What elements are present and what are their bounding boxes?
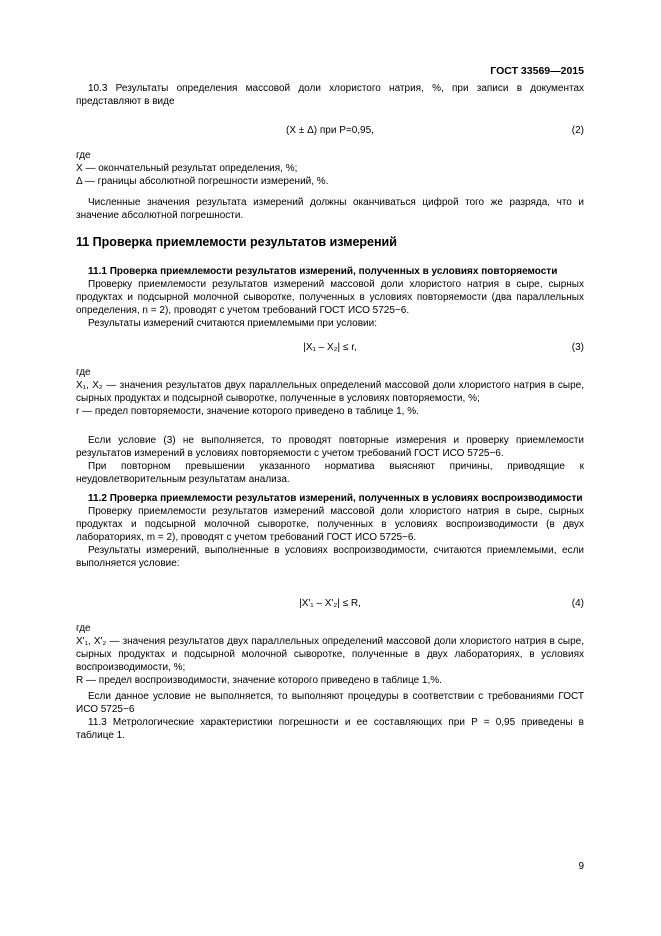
section-11-3: 11.3 Метрологические характеристики погрешности и ее составляющих при P = 0,95 приведены в таблице 1. xyxy=(76,717,584,741)
formula-4-definitions xyxy=(76,622,584,687)
formula-3-number: (3) xyxy=(571,342,584,353)
section-11-1-condition: Результаты измерений считаются приемлемыми при условии: xyxy=(88,318,377,329)
formula-2 xyxy=(76,124,584,137)
formula-2-number: (2) xyxy=(571,125,584,136)
section-10-3-paragraph: 10.3 Результаты определения массовой доли хлористого натрия, %, при записи в документах представляют в виде xyxy=(76,83,584,107)
section-10-3-note: Численные значения результата измерений должны оканчиваться цифрой того же разряда, что и значение абсолютной погрешности. xyxy=(76,197,584,221)
gde-label: где xyxy=(76,367,91,378)
definition-R: R — предел воспроизводимости, значение которого приведено в таблице 1,%. xyxy=(76,675,442,686)
formula-3 xyxy=(76,341,584,354)
section-11-1 xyxy=(76,265,584,330)
formula-3-expr: |X₁ – X₂| ≤ r, xyxy=(303,342,357,353)
definition-xp1-xp2: X'₁, X'₂ — значения результатов двух параллельных определений массовой доли хлористого натрия в сыре, сырных продуктах и подсырной молочной сыворотке, полученные в двух лабораториях, в условиях воспроизводимости, %; xyxy=(76,636,584,673)
section-11-2-followup xyxy=(76,690,584,742)
gde-label: где xyxy=(76,623,91,634)
doc-header-id: ГОСТ 33569—2015 xyxy=(490,65,584,77)
gde-label: где xyxy=(76,150,91,161)
section-11-2-fail: Если данное условие не выполняется, то выполняют процедуры в соответствии с требованиями ГОСТ ИСО 5725−6 xyxy=(76,691,584,715)
definition-r: r — предел повторяемости, значение которого приведено в таблице 1, %. xyxy=(76,406,419,417)
section-11-1-followup xyxy=(76,434,584,486)
definition-x: X — окончательный результат определения, %; xyxy=(76,163,298,174)
formula-3-definitions xyxy=(76,366,584,418)
section-11-2 xyxy=(76,492,584,570)
formula-2-definitions xyxy=(76,149,584,188)
definition-delta: Δ — границы абсолютной погрешности измерений, %. xyxy=(76,176,329,187)
formula-4 xyxy=(76,597,584,610)
page-number: 9 xyxy=(578,861,584,872)
section-11-heading: 11 Проверка приемлемости результатов измерений xyxy=(76,235,397,249)
formula-4-number: (4) xyxy=(571,598,584,609)
section-11-1-fail: Если условие (3) не выполняется, то проводят повторные измерения и проверку приемлемости результатов измерений в условиях повторяемости с учетом требований ГОСТ ИСО 5725−6. xyxy=(76,435,584,459)
section-11-2-condition: Результаты измерений, выполненные в условиях воспроизводимости, считаются приемлемыми, если выполняется условие: xyxy=(76,545,584,569)
section-11-1-title: 11.1 Проверка приемлемости результатов измерений, полученных в условиях повторяемости xyxy=(88,266,558,277)
formula-4-expr: |X'₁ – X'₂| ≤ R, xyxy=(299,598,361,609)
section-11-1-text: Проверку приемлемости результатов измерений массовой доли хлористого натрия в сыре, сырных продуктах и подсырной молочной сыворотке, полученных в условиях повторяемости (два параллельных определения, n = 2), проводят с учетом требований ГОСТ ИСО 5725−6. xyxy=(76,279,584,316)
definition-x1-x2: X₁, X₂ — значения результатов двух параллельных определений массовой доли хлористого натрия в сыре, сырных продуктах и подсырной сыворотке, полученные в условиях повторяемости, %; xyxy=(76,380,584,404)
section-11-1-repeat: При повторном превышении указанного норматива выясняют причины, приводящие к неудовлетворительным результатам анализа. xyxy=(76,461,584,485)
section-11-2-text: Проверку приемлемости результатов измерений массовой доли хлористого натрия в сыре, сырных продуктах и подсырной молочной сыворотке, полученных в условиях воспроизводимости (в двух лабораториях, m = 2), проводят с учетом требований ГОСТ ИСО 5725−6. xyxy=(76,506,584,543)
section-11-2-title: 11.2 Проверка приемлемости результатов измерений, полученных в условиях воспроизводимости xyxy=(88,493,583,504)
formula-2-expr: (X ± Δ) при P=0,95, xyxy=(286,125,374,136)
